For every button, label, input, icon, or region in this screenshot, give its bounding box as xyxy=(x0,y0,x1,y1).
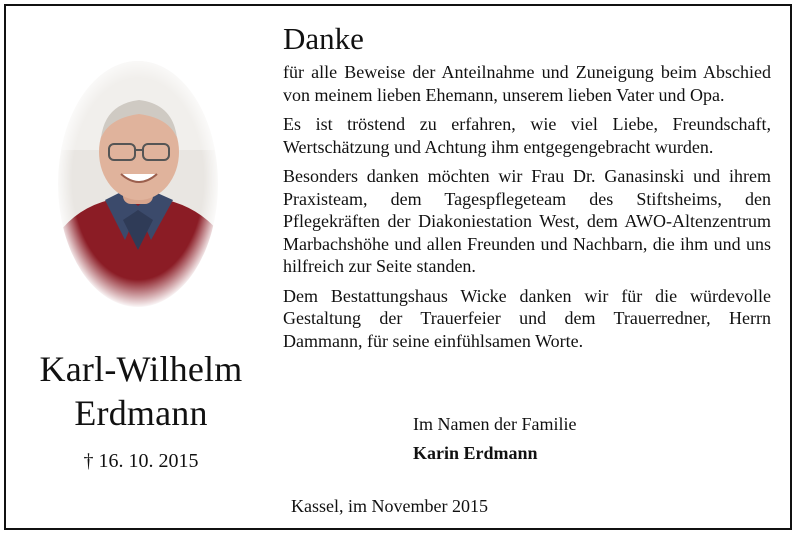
signature-line: Im Namen der Familie xyxy=(413,414,577,434)
signature-block xyxy=(413,410,576,468)
signature-name: Karin Erdmann xyxy=(413,443,538,463)
notice-title: Danke xyxy=(283,21,364,56)
portrait-photo xyxy=(57,60,219,308)
notice-paragraph: Besonders danken möchten wir Frau Dr. Ganasinski und ihrem Praxisteam, dem Tagespflegeteam des Stiftsheims, den Pflegekräften der Diakoniestation West, dem AWO-Altenzentrum Marbachshöhe und allen Freunden und Nachbarn, die ihm und uns hilfreich zur Seite standen. xyxy=(283,166,771,276)
notice-paragraph: Dem Bestattungshaus Wicke danken wir für die würdevolle Gestaltung der Trauerfeier und dem Trauerredner, Herrn Dammann, für seine einfühlsamen Worte. xyxy=(283,285,771,351)
place-date: Kassel, im November 2015 xyxy=(291,496,488,516)
deceased-first-name: Karl-Wilhelm xyxy=(39,349,243,389)
deceased-last-name: Erdmann xyxy=(74,393,208,433)
notice-body xyxy=(283,61,771,359)
notice-paragraph: für alle Beweise der Anteilnahme und Zuneigung beim Abschied von meinem lieben Ehemann, unserem lieben Vater und Opa. xyxy=(283,62,771,105)
death-date: † 16. 10. 2015 xyxy=(83,450,199,472)
notice-paragraph: Es ist tröstend zu erfahren, wie viel Liebe, Freundschaft, Wertschätzung und Achtung ihm entgegengebracht wurden. xyxy=(283,114,771,157)
